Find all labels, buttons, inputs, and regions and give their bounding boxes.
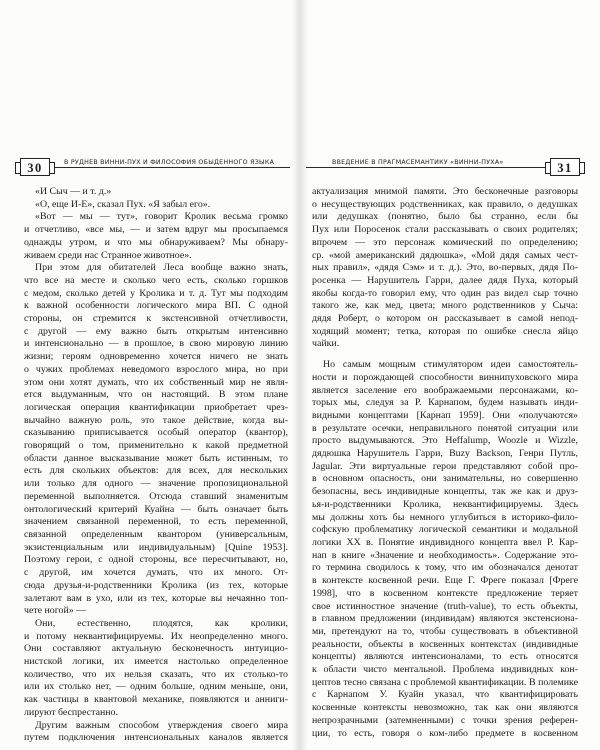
text-line: количество, что их нельзя сказать, что их столько-то (24, 668, 288, 680)
text-line: или дедушках (понятно, было бы странно, если бы (312, 211, 578, 223)
text-line: реальности, объекты в косвенных контекстах (индивидные (312, 638, 578, 650)
text-line: в контексте косвенной речи. Еще Г. Фреге показал [Фреге (312, 575, 578, 587)
text-line: в результате осечки, неправильного понятой ситуации или (312, 422, 578, 434)
text-line: ми, претендуют на то, чтобы существовать в объективной (312, 625, 578, 637)
text-line: «И Сыч — и т. д.» (35, 186, 112, 197)
text-line: безопасны, весь индивидные концепты, так же как и друз- (312, 486, 578, 498)
text-line: актуализация мнимой памяти. Это бесконечные разговоры (312, 186, 578, 197)
text-line: такого же, как мед, цвета; много родственников у Сыча: (312, 300, 578, 312)
left-header-rule (52, 167, 290, 168)
text-line: Но самым мощным стимулятором идеи самостоятель- (323, 359, 578, 371)
text-line: «О, еще И-Е», сказал Пух. «Я забыл его». (35, 198, 211, 210)
text-line: го термина сводилось к тому, что им обозначался денотат (312, 562, 578, 574)
text-line: нап в книге «Значение и необходимость». Содержание это- (312, 549, 578, 561)
left-running-head: В РУДНЕВ ВИННИ-ПУХ И ФИЛОСОФИЯ ОБЫДЕННОГО ЯЗЫКА (60, 159, 278, 166)
right-header (306, 156, 584, 180)
text-line: стороны, он стремится к экстенсивной отчетливости, (24, 313, 288, 325)
text-line: и потому неквантифицируемы. Их неопределенно много. (24, 630, 288, 642)
text-line: с медом, сколько детей у Кролика и т. д. Тут мы подходим (24, 287, 288, 299)
text-line: торых мы, следуя за Р. Карнапом, будем называть инди- (312, 397, 578, 409)
text-line: софскую проблематику логической семантики и модальной (312, 524, 578, 536)
text-line: в главном предложении (индивидам) являются экстенсиона- (312, 613, 578, 625)
text-line: Jagular. Эти виртуальные герои представляют собой про- (312, 460, 578, 472)
text-line: 1998], что в косвенном контексте предложение теряет (312, 587, 578, 599)
text-line: как частицы в квантовой механике, появляются и анниги- (24, 694, 288, 706)
text-line: ья-и-родственники Кролика, неквантифицируемы. Здесь (312, 498, 578, 510)
text-line: свое истинностное значение (truth-value), то есть объекты, (312, 600, 578, 612)
text-line: концепты) являются интенсионалами, то есть относятся (312, 651, 578, 663)
text-line: сказыванию приписывается особый оператор (квантор), (24, 427, 288, 439)
text-line: онтологический критерий Куайна — быть означает быть (24, 503, 288, 515)
text-line: чете ногой» — (24, 605, 87, 617)
text-line: мы должны хоть бы немного углубиться в историко-фило- (312, 511, 578, 523)
text-line: вычайно важную роль, это такое действие, когда вы- (24, 414, 288, 426)
text-line: впрочем — это персонаж комический по определению; (312, 236, 578, 248)
text-line: говорящий о том, применительно к какой предметной (24, 440, 288, 452)
text-line: с другой, им хочется думать, что их много. От- (24, 567, 288, 579)
text-line: с Карнапом У. Куайн указал, что квантифицировать (312, 689, 578, 701)
text-line: Поэтому герои, с одной стороны, все пересчитывают, но, (24, 554, 288, 566)
right-page-number: 31 (550, 158, 580, 176)
text-line: связанной определенным квантором (универсальным, (24, 528, 288, 540)
text-line: и отчетливо, «все мы, — и затем вдруг мы просыпаемся (24, 224, 288, 236)
text-line: этом они хотят думать, что их собственный мир не явля- (24, 376, 288, 388)
right-page (300, 0, 600, 750)
text-line: о несуществующих родственниках, как правило, о дедушках (312, 198, 578, 210)
text-line: с другой — ему важно быть открытым интенсивно (24, 325, 288, 337)
text-line: дядюшка Нарушитель Гарри, Buzy Backson, Генри Путль, (312, 448, 578, 460)
text-line: непрозрачными (затемненными) с точки зрения референ- (312, 714, 578, 726)
text-line: ется выдуманным, что он настоящий. В этом плане (24, 389, 288, 401)
right-header-rule (306, 167, 546, 168)
text-line: логики XX в. Понятие индивидного концепта ввел Р. Кар- (312, 536, 578, 548)
text-line: Они составляют актуальную бесконечность интуицио- (24, 643, 288, 655)
text-line: жизни; героям одновременно хочется ничего не знать (24, 351, 288, 363)
text-line: переменной выполняется. Отсюда ставший знаменитым (24, 490, 288, 502)
right-body-text (312, 186, 578, 740)
text-line: логическая операция квантификации приобретает чрез- (24, 401, 288, 413)
text-line: цептов тесно связана с проблемой квантификации. В полемике (312, 676, 578, 688)
text-line: лируют беспрестанно. (24, 706, 118, 718)
text-line: Пух или Поросенок стали рассказывать о своих родителях; (312, 224, 578, 236)
text-line: Другим важным способом утверждения своего мира (35, 719, 288, 731)
text-line: области данное высказывание может быть истинным, то (24, 452, 288, 464)
text-line: экзистенциальным или индивидуальным) [Quine 1953]. (24, 541, 288, 553)
text-line: есть для скольких объектов: для всех, для нескольких (24, 465, 288, 477)
text-line: однажды утром, и что мы обнаруживаем? Мы обнару- (24, 236, 288, 248)
paragraph-gap (312, 351, 578, 359)
text-line: значением связанной переменной, то есть переменной, (24, 516, 288, 528)
left-page-number: 30 (20, 158, 50, 176)
text-line: в основном опасность, они занимательны, но совершенно (312, 473, 578, 485)
text-line: ходящий момент; тетка, которая по ошибке снесла яйцо (312, 325, 578, 337)
text-line: видными концептами [Карнап 1959]. Они «получаются» (312, 409, 578, 421)
text-line: чайки. (312, 338, 340, 350)
text-line: живаем среди нас Странное животное». (24, 249, 192, 261)
text-line: и интенсионально — в прошлое, в свою мировую линию (24, 338, 288, 350)
text-line: якобы когда-то говорил ему, что один раз видел сыр точно (312, 287, 578, 299)
text-line: росенка — Нарушитель Гарри, далее дядя Пуха, который (312, 274, 578, 286)
text-line: ности и порождающей способности виннипуховского мира (312, 371, 578, 383)
text-line: что все на месте и сколько чего есть, сколько горшков (24, 274, 288, 286)
text-line: ср. «мой американский дядюшка», «Мой дядя самых чест- (312, 249, 578, 261)
text-line: просто выдумываются. Это Heffalump, Woozle и Wizzle, (312, 435, 578, 447)
text-line: ных правил», «дядя Сэм» и т. д.). Это, во-первых, дядя По- (312, 262, 578, 274)
right-running-head: ВВЕДЕНИЕ В ПРАГМАСЕМАНТИКУ «ВИННИ-ПУХА» (328, 159, 508, 166)
text-line: путем подключения интенсиональных каналов является (24, 732, 288, 744)
text-line: Они, естественно, плодятся, как кролики, (35, 617, 288, 629)
text-line: к области чисто ментальной. Проблема индивидных кон- (312, 664, 578, 676)
text-line: залетают вам в ухо, или из тех, которые вы нечаянно топ- (24, 592, 288, 604)
text-line: о чужих проблемах неведомого взрослого мира, но при (24, 363, 288, 375)
text-line: нистской логики, их имеется настолько определенное (24, 656, 288, 668)
left-header (14, 156, 290, 180)
text-line: или их столько нет, — одним больше, одним меньше, они, (24, 681, 288, 693)
text-line: сюда друзья-и-родственники Кролика (из тех, которые (24, 579, 288, 591)
text-line: является заселение его воображаемыми персонажами, ко- (312, 384, 578, 396)
text-line: косвенные контексты невозможно, так как они являются (312, 702, 578, 714)
text-line: При этом для обитателей Леса вообще важно знать, (35, 262, 288, 274)
text-line: ции, то есть, говоря о ком-либо предмете в косвенном (312, 727, 578, 739)
text-line: к важной особенности логического мира ВП. С одной (24, 300, 288, 312)
text-line: «Вот — мы — тут», говорит Кролик весьма громко (35, 211, 288, 223)
text-line: или только для одного — значение пропозициональной (24, 478, 288, 490)
left-body-text (24, 186, 288, 745)
text-line: дядя Роберт, о котором он рассказывает в самой непод- (312, 313, 578, 325)
